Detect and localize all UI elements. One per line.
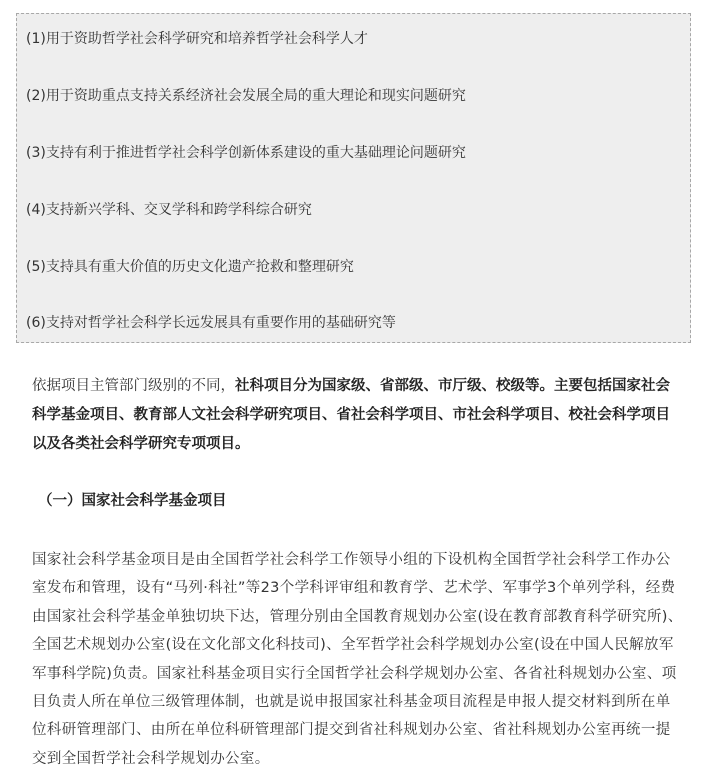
intro-lead: 依据项目主管部门级别的不同， bbox=[32, 378, 235, 394]
list-item: (3)支持有利于推进哲学社会科学创新体系建设的重大基础理论问题研究 bbox=[26, 145, 466, 161]
list-item: (4)支持新兴学科、交叉学科和跨学科综合研究 bbox=[26, 202, 312, 218]
intro-emphasis: 社科项目分为国家级、省部级、市厅级、校级等。主要包括国家社会科学基金项目、教育部人文社会科学研究项目、省社会科学项目、市社会科学项目、校社会科学项目以及各类社会科学研究专项项目。 bbox=[32, 378, 670, 452]
list-item: (2)用于资助重点支持关系经济社会发展全局的重大理论和现实问题研究 bbox=[26, 88, 466, 104]
list-item: (1)用于资助哲学社会科学研究和培养哲学社会科学人才 bbox=[26, 31, 368, 47]
list-item: (6)支持对哲学社会科学长远发展具有重要作用的基础研究等 bbox=[26, 315, 396, 331]
support-list-box bbox=[16, 13, 691, 343]
section-heading: （一）国家社会科学基金项目 bbox=[38, 493, 227, 509]
section-body-paragraph: 国家社会科学基金项目是由全国哲学社会科学工作领导小组的下设机构全国哲学社会科学工作办公室发布和管理，设有“马列·科社”等23个学科评审组和教育学、艺术学、军事学3个单列学科，经费由国家社会科学基金单独切块下达，管理分别由全国教育规划办公室(设在教育部教育科学研究所)、全国艺术规划办公室(设在文化部文化科技司)、全军哲学社会科学规划办公室(设在中国人民解放军军事科学院)负责。国家社科基金项目实行全国哲学社会科学规划办公室、各省社科规划办公室、项目负责人所在单位三级管理体制，也就是说申报国家社科基金项目流程是申报人提交材料到所在单位科研管理部门、由所在单位科研管理部门提交到省社科规划办公室、省社科规划办公室再统一提交到全国哲学社会科学规划办公室。 bbox=[32, 552, 683, 767]
intro-paragraph bbox=[32, 372, 684, 459]
list-item: (5)支持具有重大价值的历史文化遗产抢救和整理研究 bbox=[26, 259, 354, 275]
